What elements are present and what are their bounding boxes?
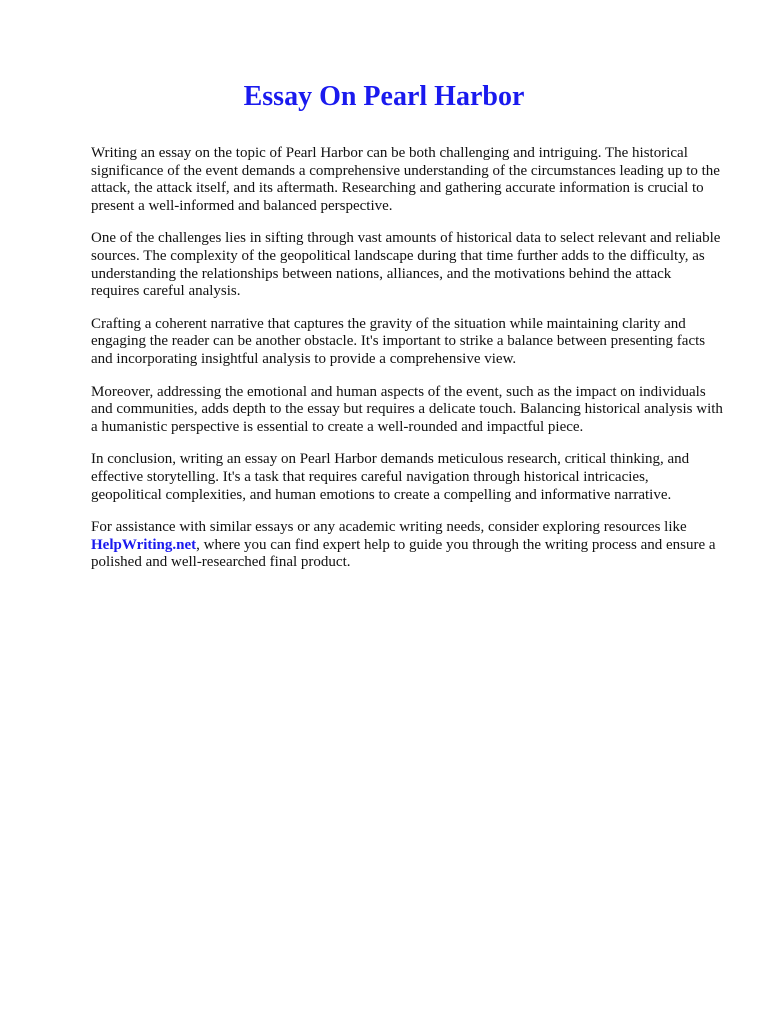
paragraph-challenges: One of the challenges lies in sifting through vast amounts of historical data to select relevant and reliable sources. The complexity of the geopolitical landscape during that time further adds to the difficulty, as understanding the relationships between nations, alliances, and the motivations behind the attack requires careful analysis. xyxy=(91,230,721,300)
paragraph-narrative: Crafting a coherent narrative that captures the gravity of the situation while maintaining clarity and engaging the reader can be another obstacle. It's important to strike a balance between presenting facts and incorporating insightful analysis to provide a comprehensive view. xyxy=(91,315,706,367)
page-title: Essay On Pearl Harbor xyxy=(243,81,525,112)
paragraph-human-aspects: Moreover, addressing the emotional and human aspects of the event, such as the impact on individuals and communities, adds depth to the essay but requires a delicate touch. Balancing historical analysis with a humanistic perspective is essential to create a well-rounded and impactful piece. xyxy=(91,383,723,435)
paragraph-closing xyxy=(91,519,723,572)
essay-body xyxy=(91,145,723,587)
helpwriting-link[interactable]: HelpWriting.net xyxy=(91,536,197,553)
paragraph-conclusion: In conclusion, writing an essay on Pearl Harbor demands meticulous research, critical thinking, and effective storytelling. It's a task that requires careful navigation through historical intricacies, geopolitical complexities, and human emotions to create a compelling and informative narrative. xyxy=(91,451,690,503)
paragraph-intro: Writing an essay on the topic of Pearl Harbor can be both challenging and intriguing. The historical significance of the event demands a comprehensive understanding of the circumstances leading up to the attack, the attack itself, and its aftermath. Researching and gathering accurate information is crucial to present a well-informed and balanced perspective. xyxy=(91,145,720,214)
closing-text-after-link: , where you can find expert help to guide you through the writing process and ensure a polished and well-researched final product. xyxy=(91,536,716,571)
closing-text-before-link: For assistance with similar essays or any academic writing needs, consider exploring resources like xyxy=(91,519,687,536)
